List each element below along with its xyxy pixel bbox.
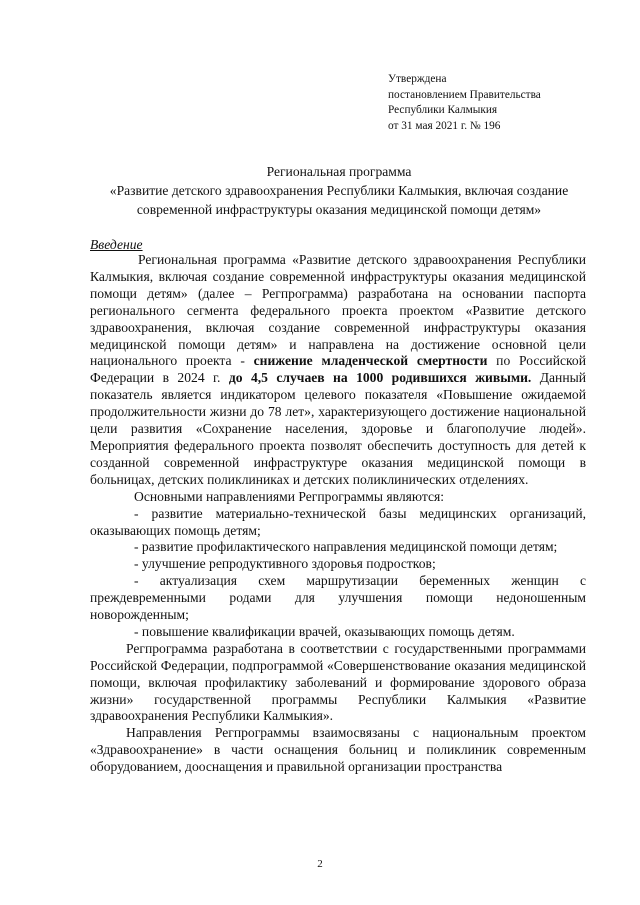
paragraph: Направления Регпрограммы взаимосвязаны с национальным проектом «Здравоохранение» в части оснащения больниц и поликлиник современным оборудованием, дооснащения и правильной организации пространства [90,725,586,775]
page-number: 2 [317,858,323,870]
section-heading: Введение [90,237,143,252]
intro-paragraph: Региональная программа «Развитие детского здравоохранения Республики Калмыкия, включая создание современной инфраструктуры оказания медицинской помощи детям» (далее – Регпрограмма) разработана на основании паспорта регионального сегмента федерального проекта проектом «Развитие детского здравоохранения, включая создание современной инфраструктуры оказания медицинской помощи детям» и направлена на достижение основной цели национального проекта - снижение младенческой смертности по Российской Федерации в 2024 г. до 4,5 случаев на 1000 родившихся живыми. Данный показатель является индикатором целевого показателя «Повышение ожидаемой продолжительности жизни до 78 лет», характеризующего достижение национальной цели развития «Сохранение населения, здоровье и благополучие людей». Мероприятия федерального проекта позволят обеспечить доступность для детей к созданной современной инфраструктуре оказания медицинской помощи в больницах, детских поликлиниках и детских поликлинических отделениях. [90,252,586,487]
approval-line: Республики Калмыкия [388,104,498,116]
paragraph: Регпрограмма разработана в соответствии с государственными программами Российской Федерации, подпрограммой «Совершенствование оказания медицинской помощи, включая профилактику заболеваний и формирование здорового образа жизни» государственной программы Республики Калмыкия «Развитие здравоохранения Республики Калмыкия». [90,640,586,724]
title-line: Региональная программа [266,164,412,179]
list-item: - развитие материально-технической базы медицинских организаций, оказывающих помощь детям; [90,505,586,538]
approval-line: от 31 мая 2021 г. № 196 [388,119,501,132]
title-line: «Развитие детского здравоохранения Республики Калмыкия, включая создание современной инфраструктуры оказания медицинской помощи детям» [109,183,569,217]
approval-line: Утверждена [388,73,447,85]
bold-text: до 4,5 случаев на 1000 родившихся живыми. [228,370,532,386]
approval-stamp [388,72,541,134]
list-item: - развитие профилактического направления медицинской помощи детям; [134,539,558,555]
list-item: - повышение квалификации врачей, оказывающих помощь детям. [134,623,515,639]
document-body [90,252,586,776]
directions-intro: Основными направлениями Регпрограммы являются: [134,488,445,504]
bold-text: снижение младенческой смертности [253,353,488,369]
list-item: - улучшение репродуктивного здоровья подростков; [134,556,436,572]
document-title [86,162,592,219]
list-item: - актуализация схем маршрутизации беременных женщин с преждевременными родами для улучшения помощи недоношенным новорожденным; [90,573,586,623]
approval-line: постановлением Правительства [388,88,541,101]
